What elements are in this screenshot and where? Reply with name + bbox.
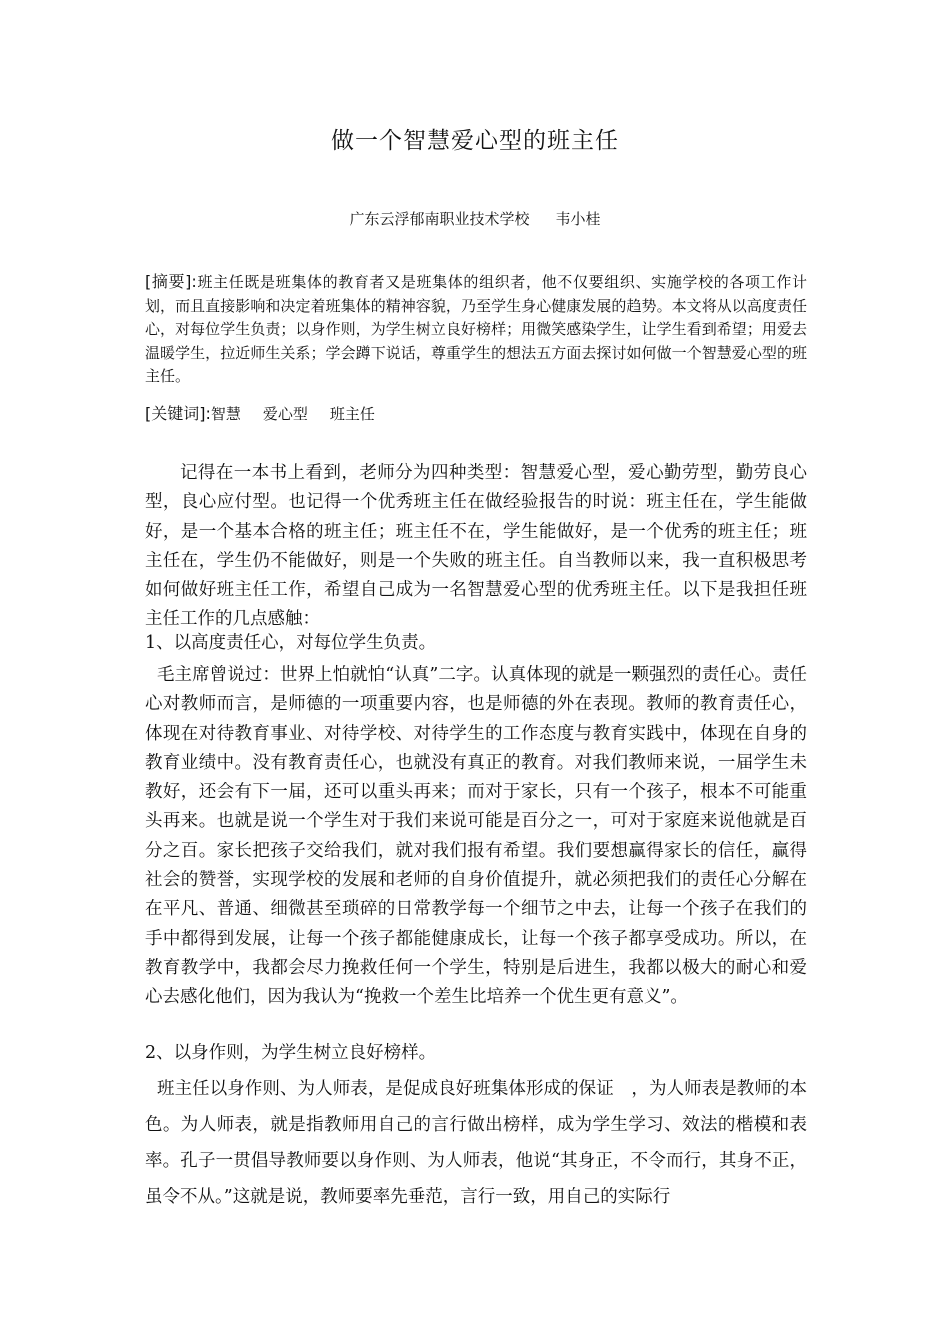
- keyword-item: 爱心型: [262, 405, 308, 423]
- keyword-item: 班主任: [329, 405, 375, 423]
- section-heading-2: 2、以身作则，为学生树立良好榜样。: [145, 1043, 437, 1063]
- keywords-label: [关键词]:: [145, 404, 211, 423]
- keywords: [145, 402, 807, 426]
- abstract-label: [摘要]:: [145, 272, 197, 291]
- abstract-text: 班主任既是班集体的教育者又是班集体的组织者，他不仅要组织、实施学校的各项工作计划，而且直接影响和决定着班集体的精神容貌，乃至学生身心健康发展的趋势。本文将从以高度责任心，对每位学生负责；以身作则，为学生树立良好榜样；用微笑感染学生，让学生看到希望；用爱去温暖学生，拉近师生关系；学会蹲下说话，尊重学生的想法五方面去探讨如何做一个智慧爱心型的班主任。: [145, 273, 807, 386]
- author-line: [0, 208, 950, 229]
- author-name: 韦小桂: [555, 210, 601, 228]
- abstract: [145, 270, 807, 389]
- section-paragraph-2: 班主任以身作则、为人师表，是促成良好班集体形成的保证 ，为人师表是教师的本色。为人师表，就是指教师用自己的言行做出榜样，成为学生学习、效法的楷模和表率。孔子一贯倡导教师要以身作则、为人师表，他说“其身正，不令而行，其身不正，虽令不从。”这就是说，教师要率先垂范，言行一致，用自己的实际行: [145, 1079, 807, 1207]
- section-paragraph-1: 毛主席曾说过：世界上怕就怕“认真”二字。认真体现的就是一颗强烈的责任心。责任心对教师而言，是师德的一项重要内容，也是师德的外在表现。教师的教育责任心，体现在对待教育事业、对待学校、对待学生的工作态度与教育实践中，体现在自身的教育业绩中。没有教育责任心，也就没有真正的教育。对我们教师来说，一届学生未教好，还会有下一届，还可以重头再来；而对于家长，只有一个孩子，根本不可能重头再来。也就是说一个学生对于我们来说可能是百分之一，可对于家庭来说他就是百分之百。家长把孩子交给我们，就对我们报有希望。我们要想赢得家长的信任，赢得社会的赞誉，实现学校的发展和老师的自身价值提升，就必须把我们的责任心分解在在平凡、普通、细微甚至琐碎的日常教学每一个细节之中去，让每一个孩子在我们的手中都得到发展，让每一个孩子都能健康成长，让每一个孩子都享受成功。所以，在教育教学中，我都会尽力挽救任何一个学生，特别是后进生，我都以极大的耐心和爱心去感化他们，因为我认为“挽救一个差生比培养一个优生更有意义”。: [145, 665, 807, 1008]
- keyword-item: 智慧: [210, 405, 241, 423]
- section-heading-1: 1、以高度责任心，对每位学生负责。: [145, 633, 437, 653]
- intro-paragraph: 记得在一本书上看到，老师分为四种类型：智慧爱心型，爱心勤劳型，勤劳良心型，良心应付型。也记得一个优秀班主任在做经验报告的时说：班主任在，学生能做好，是一个基本合格的班主任；班主任不在，学生能做好，是一个优秀的班主任；班主任在，学生仍不能做好，则是一个失败的班主任。自当教师以来，我一直积极思考如何做好班主任工作，希望自己成为一名智慧爱心型的优秀班主任。以下是我担任班主任工作的几点感触：: [145, 463, 807, 630]
- document-title: 做一个智慧爱心型的班主任: [331, 128, 619, 154]
- author-school: 广东云浮郁南职业技术学校: [349, 210, 530, 228]
